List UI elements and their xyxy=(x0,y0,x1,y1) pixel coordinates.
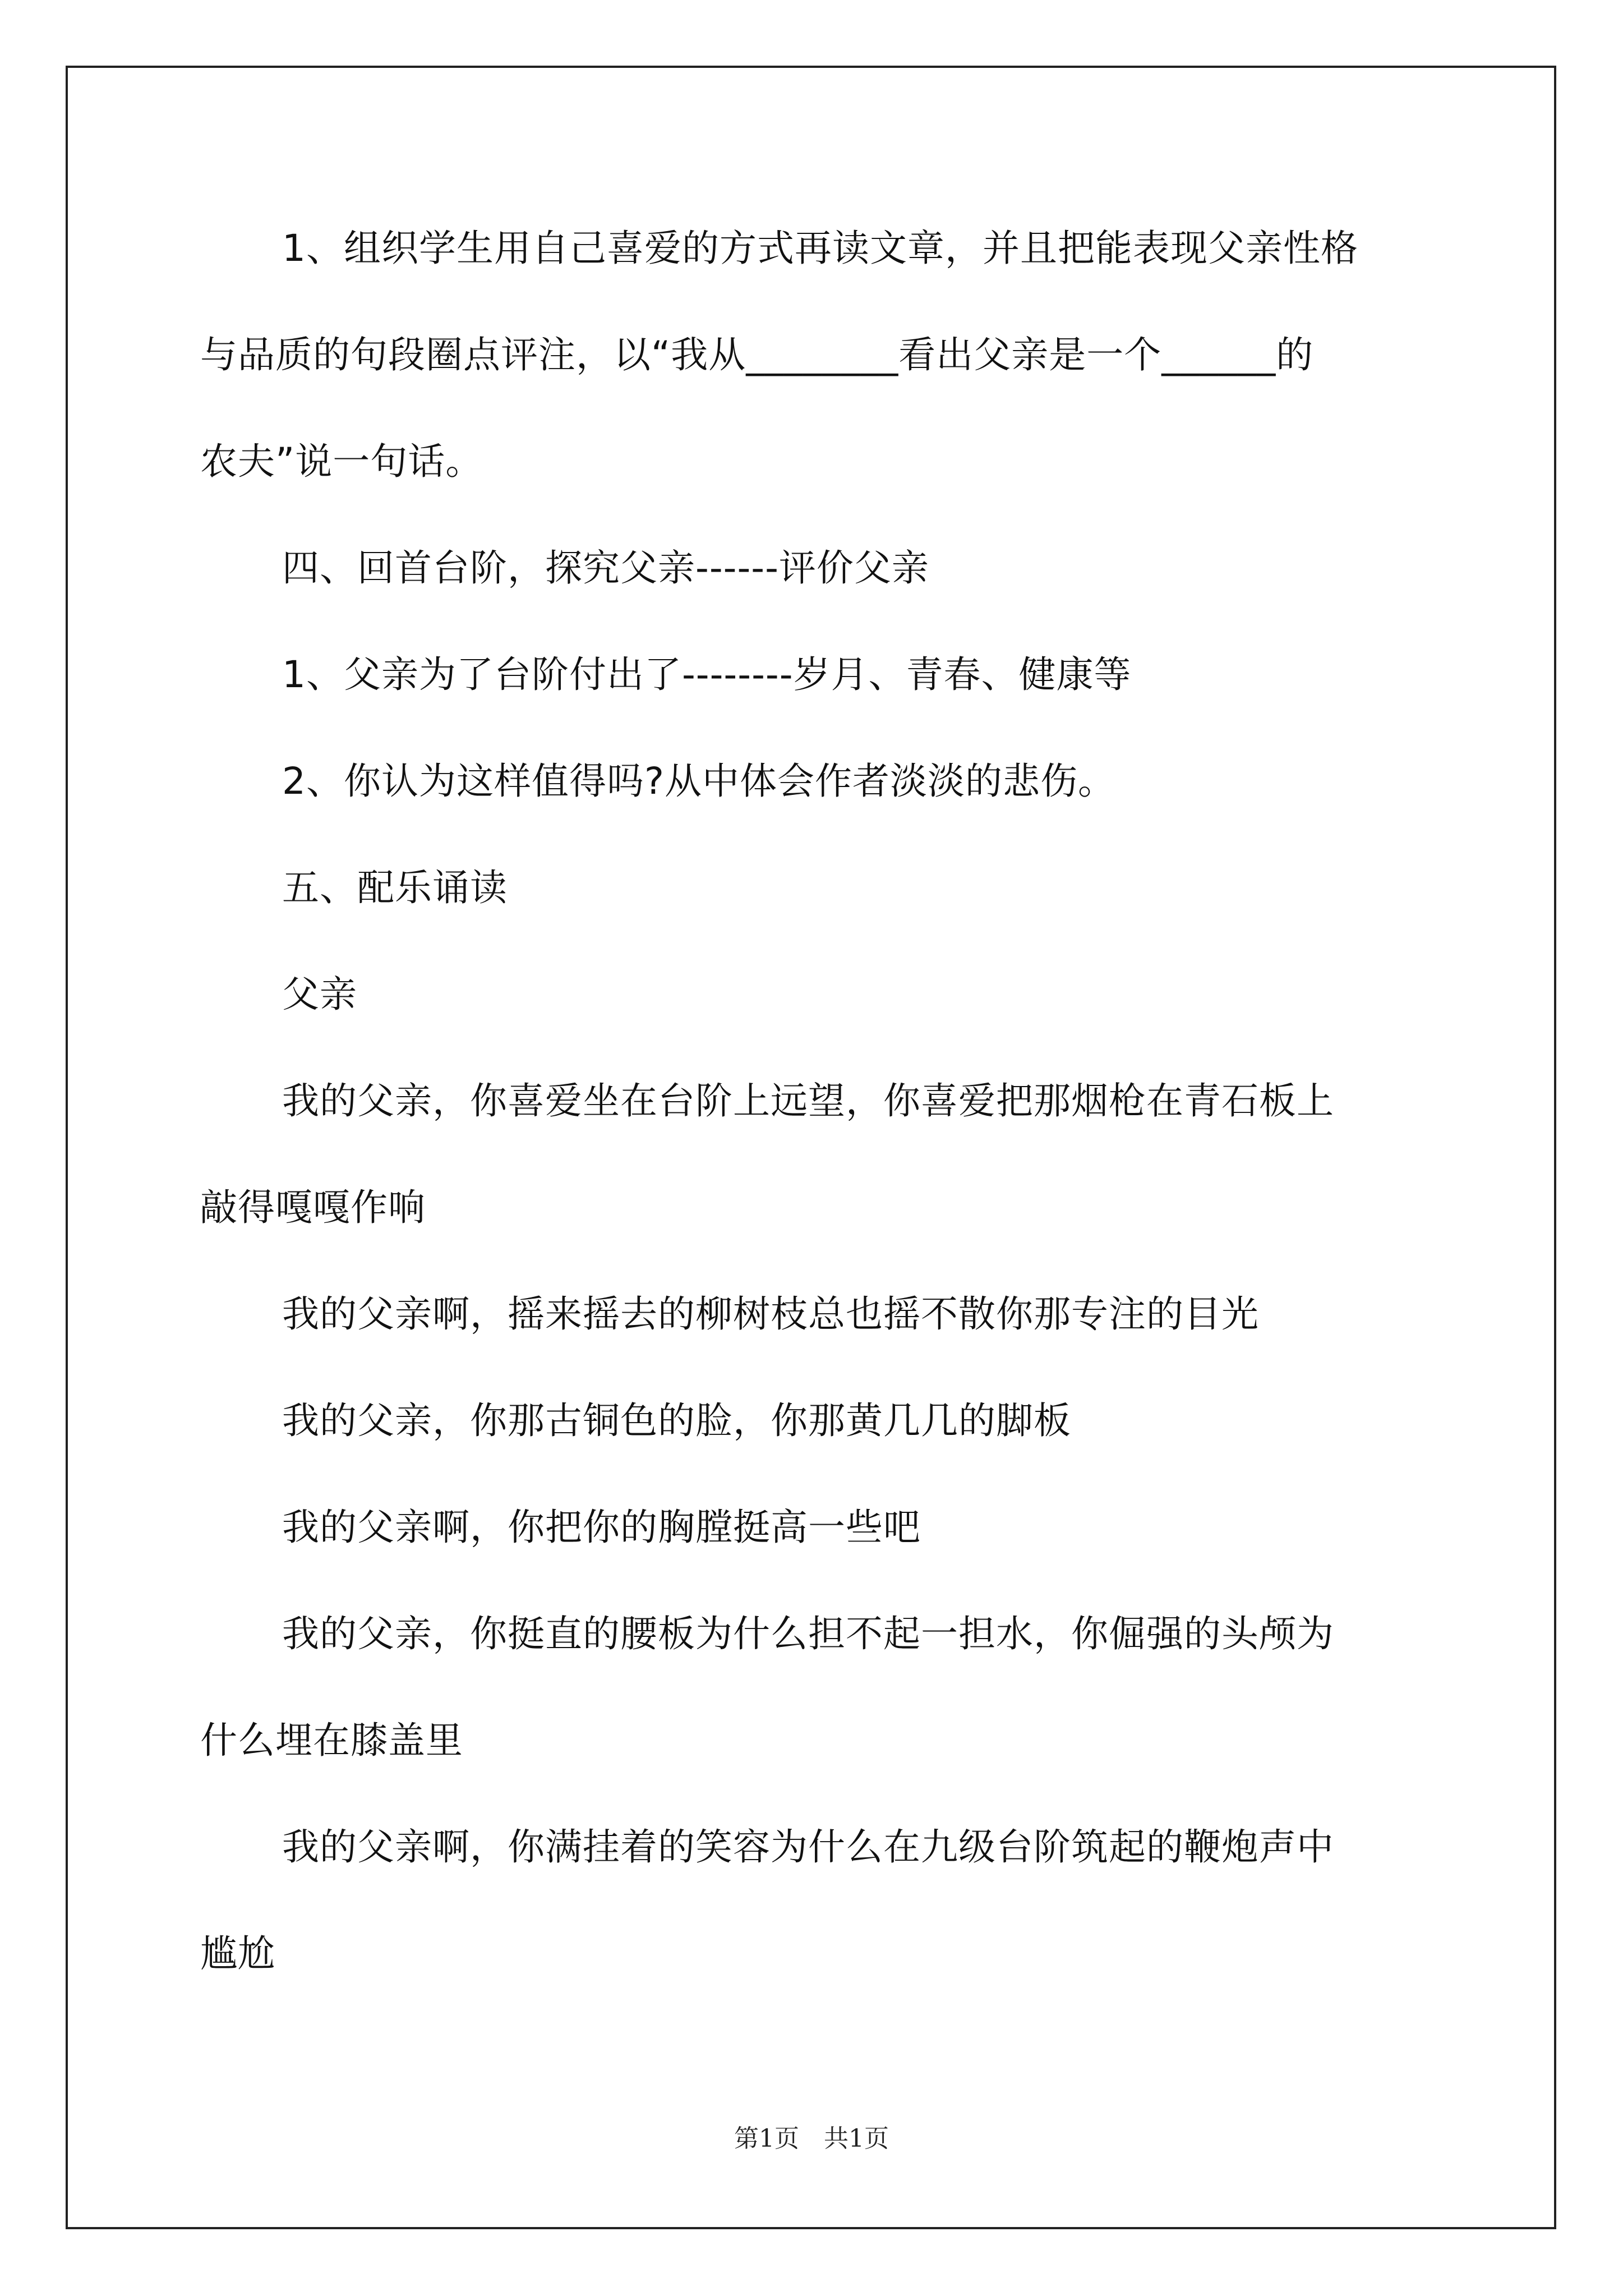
poem-line: 我的父亲，你喜爱坐在台阶上远望，你喜爱把那烟枪在青石板上 xyxy=(282,1079,1334,1122)
poem-line: 什么埋在膝盖里 xyxy=(200,1719,463,1762)
poem-line: 我的父亲啊，你把你的胸膛挺高一些吧 xyxy=(282,1506,921,1549)
section-heading: 五、配乐诵读 xyxy=(282,866,508,909)
page-border xyxy=(66,66,1556,2229)
page-footer: 第1页 共1页 xyxy=(734,2124,889,2153)
poem-line: 敲得嘎嘎作响 xyxy=(200,1186,426,1229)
poem-title: 父亲 xyxy=(282,973,357,1016)
poem-line: 我的父亲啊，你满挂着的笑容为什么在九级台阶筑起的鞭炮声中 xyxy=(282,1825,1334,1869)
text-line: 与品质的句段圈点评注，以“我从________看出父亲是一个______的 xyxy=(200,333,1314,376)
text-line: 1、组织学生用自己喜爱的方式再读文章，并且把能表现父亲性格 xyxy=(282,227,1358,270)
text-line: 2、你认为这样值得吗?从中体会作者淡淡的悲伤。 xyxy=(282,760,1116,803)
poem-line: 我的父亲啊，摇来摇去的柳树枝总也摇不散你那专注的目光 xyxy=(282,1292,1259,1336)
poem-line: 尴尬 xyxy=(200,1932,275,1975)
poem-line: 我的父亲，你那古铜色的脸，你那黄几几的脚板 xyxy=(282,1399,1071,1442)
text-line: 农夫”说一句话。 xyxy=(200,440,483,483)
text-line: 1、父亲为了台阶付出了--------岁月、青春、健康等 xyxy=(282,653,1132,696)
section-heading: 四、回首台阶，探究父亲------评价父亲 xyxy=(282,546,929,590)
poem-line: 我的父亲，你挺直的腰板为什么担不起一担水，你倔强的头颅为 xyxy=(282,1612,1334,1655)
